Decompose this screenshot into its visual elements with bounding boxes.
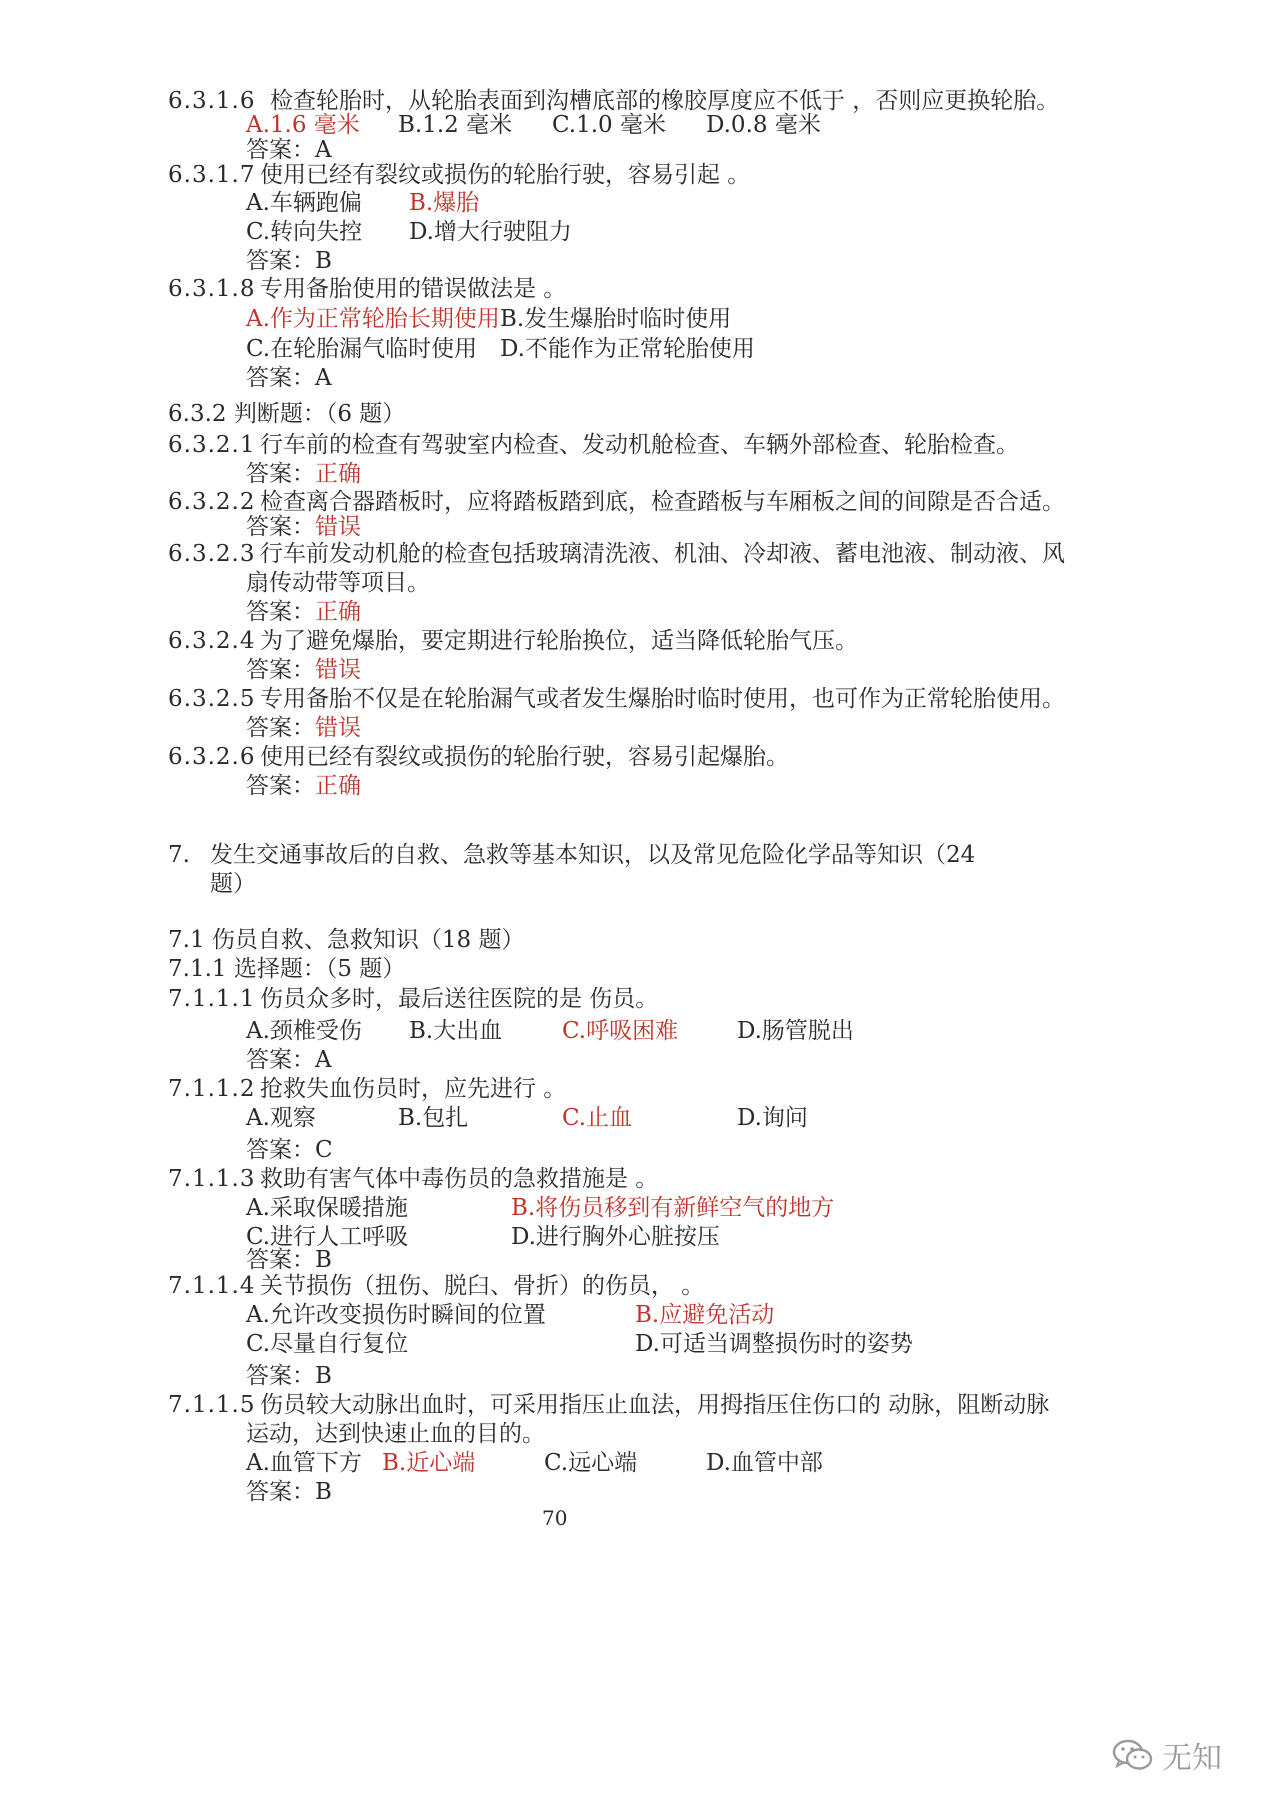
option-c: C.远心端 xyxy=(544,1450,638,1476)
option-c: C.在轮胎漏气临时使用 xyxy=(246,336,478,362)
option-c: C.止血 xyxy=(562,1105,633,1131)
option-b: B.大出血 xyxy=(409,1018,503,1044)
option-a: A.采取保暖措施 xyxy=(246,1195,408,1221)
option-d: D.可适当调整损伤时的姿势 xyxy=(635,1331,913,1357)
option-d: D.0.8 毫米 xyxy=(706,112,821,138)
section-title-continued: 题） xyxy=(210,871,256,897)
answer-value: 错误 xyxy=(315,657,361,683)
option-b: B.1.2 毫米 xyxy=(398,112,513,138)
question-text: 救助有害气体中毒伤员的急救措施是 。 xyxy=(260,1166,659,1192)
option-d: D.肠管脱出 xyxy=(737,1018,854,1044)
answer-label xyxy=(246,459,361,489)
question-text: 行车前的检查有驾驶室内检查、发动机舱检查、车辆外部检查、轮胎检查。 xyxy=(260,432,1019,458)
answer-value: 正确 xyxy=(315,461,361,487)
option-a: A.观察 xyxy=(246,1105,316,1131)
option-b: B.近心端 xyxy=(382,1450,476,1476)
answer: 答案：B xyxy=(246,1479,332,1505)
question-number: 6.3.2.1 xyxy=(168,432,256,458)
question-text: 伤员众多时，最后送往医院的是 伤员。 xyxy=(260,986,659,1012)
option-a: A.作为正常轮胎长期使用 xyxy=(246,306,500,332)
answer-prefix: 答案： xyxy=(246,715,315,741)
option-d: D.询问 xyxy=(737,1105,808,1131)
question-number: 7.1.1.5 xyxy=(168,1392,256,1418)
answer-label xyxy=(246,771,361,801)
question-number: 7.1.1.2 xyxy=(168,1076,256,1102)
option-c: C.转向失控 xyxy=(246,219,363,245)
option-d: D.增大行驶阻力 xyxy=(409,219,572,245)
option-a: A.血管下方 xyxy=(246,1450,362,1476)
answer-prefix: 答案： xyxy=(246,461,315,487)
option-c: C.呼吸困难 xyxy=(562,1018,679,1044)
answer: 答案：A xyxy=(246,137,332,163)
answer-label xyxy=(246,512,361,542)
question-number: 6.3.1.8 xyxy=(168,276,256,302)
subsection-heading: 7.1 伤员自救、急救知识（18 题） xyxy=(168,927,525,953)
answer-prefix: 答案： xyxy=(246,657,315,683)
option-d: D.不能作为正常轮胎使用 xyxy=(500,336,755,362)
answer-value: 错误 xyxy=(315,514,361,540)
question-number: 6.3.2.6 xyxy=(168,744,256,770)
answer: 答案：A xyxy=(246,365,332,391)
watermark-text: 无知 xyxy=(1162,1741,1222,1776)
option-a: A.允许改变损伤时瞬间的位置 xyxy=(246,1302,546,1328)
answer: 答案：B xyxy=(246,1247,332,1273)
question-text: 抢救失血伤员时，应先进行 。 xyxy=(260,1076,567,1102)
answer-prefix: 答案： xyxy=(246,599,315,625)
answer-value: 正确 xyxy=(315,773,361,799)
question-text: 使用已经有裂纹或损伤的轮胎行驶，容易引起 。 xyxy=(260,162,751,188)
question-number: 6.3.1.7 xyxy=(168,162,256,188)
question-text-continued: 运动，达到快速止血的目的。 xyxy=(246,1421,545,1447)
section-title: 发生交通事故后的自救、急救等基本知识，以及常见危险化学品等知识（24 xyxy=(210,842,976,868)
subsection-heading: 7.1.1 选择题：（5 题） xyxy=(168,956,406,982)
option-b: B.包扎 xyxy=(398,1105,469,1131)
question-number: 6.3.1.6 xyxy=(168,88,256,114)
answer-prefix: 答案： xyxy=(246,773,315,799)
option-b: B.应避免活动 xyxy=(635,1302,775,1328)
option-d: D.血管中部 xyxy=(706,1450,823,1476)
option-b: B.发生爆胎时临时使用 xyxy=(500,306,732,332)
question-text: 专用备胎不仅是在轮胎漏气或者发生爆胎时临时使用，也可作为正常轮胎使用。 xyxy=(260,686,1065,712)
answer: 答案：B xyxy=(246,1363,332,1389)
question-number: 6.3.2.2 xyxy=(168,489,256,515)
question-number: 6.3.2.3 xyxy=(168,541,256,567)
wechat-icon xyxy=(1112,1738,1154,1772)
answer-label xyxy=(246,713,361,743)
question-text: 专用备胎使用的错误做法是 。 xyxy=(260,276,567,302)
option-b: B.将伤员移到有新鲜空气的地方 xyxy=(511,1195,835,1221)
answer-label xyxy=(246,597,361,627)
question-number: 7.1.1.1 xyxy=(168,986,256,1012)
question-text: 关节损伤（扭伤、脱臼、骨折）的伤员， 。 xyxy=(260,1273,705,1299)
section-heading: 6.3.2 判断题：（6 题） xyxy=(168,401,406,427)
page-number: 70 xyxy=(542,1506,568,1530)
answer: 答案：B xyxy=(246,248,332,274)
option-d: D.进行胸外心脏按压 xyxy=(511,1224,720,1250)
option-c: C.尽量自行复位 xyxy=(246,1331,409,1357)
answer-label xyxy=(246,655,361,685)
option-a: A.1.6 毫米 xyxy=(246,112,360,138)
answer-prefix: 答案： xyxy=(246,514,315,540)
question-text: 伤员较大动脉出血时，可采用指压止血法，用拇指压住伤口的 动脉，阻断动脉 xyxy=(260,1392,1050,1418)
question-number: 6.3.2.5 xyxy=(168,686,256,712)
question-text: 使用已经有裂纹或损伤的轮胎行驶，容易引起爆胎。 xyxy=(260,744,789,770)
option-b: B.爆胎 xyxy=(409,190,480,216)
answer: 答案：A xyxy=(246,1047,332,1073)
watermark xyxy=(1112,1733,1222,1777)
question-text: 行车前发动机舱的检查包括玻璃清洗液、机油、冷却液、蓄电池液、制动液、风 xyxy=(260,541,1065,567)
answer-value: 正确 xyxy=(315,599,361,625)
section-number: 7. xyxy=(168,842,190,868)
option-a: A.颈椎受伤 xyxy=(246,1018,362,1044)
question-number: 7.1.1.3 xyxy=(168,1166,256,1192)
question-text: 检查离合器踏板时，应将踏板踏到底，检查踏板与车厢板之间的间隙是否合适。 xyxy=(260,489,1065,515)
question-text-continued: 扇传动带等项目。 xyxy=(246,570,430,596)
question-text: 为了避免爆胎，要定期进行轮胎换位，适当降低轮胎气压。 xyxy=(260,628,858,654)
question-text: 检查轮胎时，从轮胎表面到沟槽底部的橡胶厚度应不低于 ，否则应更换轮胎。 xyxy=(270,88,1060,114)
option-a: A.车辆跑偏 xyxy=(246,190,362,216)
question-number: 6.3.2.4 xyxy=(168,628,256,654)
question-number: 7.1.1.4 xyxy=(168,1273,256,1299)
option-c: C.进行人工呼吸 xyxy=(246,1224,409,1250)
answer-value: 错误 xyxy=(315,715,361,741)
option-c: C.1.0 毫米 xyxy=(552,112,666,138)
answer: 答案：C xyxy=(246,1137,333,1163)
